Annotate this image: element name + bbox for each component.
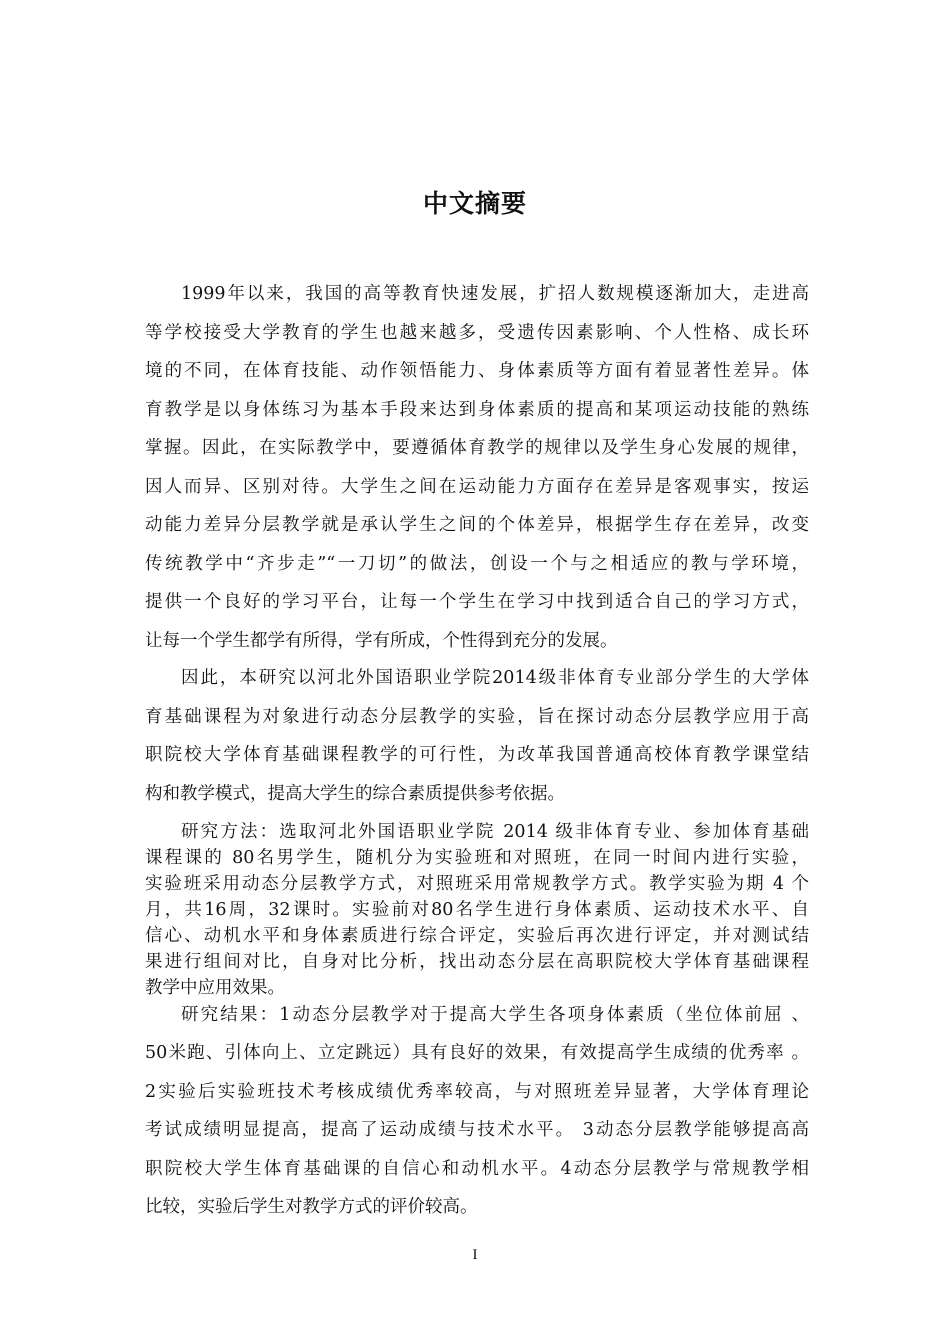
paragraph-2-line-1: 因此，本研究以河北外国语职业学院2014级非体育专业部分学生的大学体	[181, 668, 809, 688]
paragraph-1-line-3: 境的不同，在体育技能、动作领悟能力、身体素质等方面有着显著性差异。体	[145, 361, 809, 381]
paragraph-3-line-6: 果进行组间对比，自身对比分析，找出动态分层在高职院校大学体育基础课程	[145, 952, 809, 972]
page-title: 中文摘要	[422, 189, 527, 218]
paragraph-1-line-4: 育教学是以身体练习为基本手段来达到身体素质的提高和某项运动技能的熟练	[145, 400, 809, 420]
paragraph-1-line-10: 让每一个学生都学有所得，学有所成，个性得到充分的发展。	[145, 631, 618, 651]
paragraph-3-line-4: 月，共16周，32课时。实验前对80名学生进行身体素质、运动技术水平、自	[145, 900, 809, 920]
paragraph-1-line-5: 掌握。因此，在实际教学中，要遵循体育教学的规律以及学生身心发展的规律，	[145, 438, 809, 458]
paragraph-1-line-9: 提供一个良好的学习平台，让每一个学生在学习中找到适合自己的学习方式，	[145, 592, 809, 612]
paragraph-2-line-2: 育基础课程为对象进行动态分层教学的实验，旨在探讨动态分层教学应用于高	[145, 707, 809, 727]
paragraph-3-line-1: 研究方法：选取河北外国语职业学院 2014 级非体育专业、参加体育基础	[181, 822, 809, 842]
paragraph-4-line-1: 研究结果：1动态分层教学对于提高大学生各项身体素质（坐位体前屈 、	[181, 1005, 809, 1025]
paragraph-1-line-7: 动能力差异分层教学就是承认学生之间的个体差异，根据学生存在差异，改变	[145, 515, 809, 535]
paragraph-1-line-8: 传统教学中“齐步走”“一刀切”的做法，创设一个与之相适应的教与学环境，	[145, 554, 809, 574]
paragraph-2-line-4: 构和教学模式，提高大学生的综合素质提供参考依据。	[145, 784, 565, 804]
paragraph-4-line-5: 职院校大学生体育基础课的自信心和动机水平。4动态分层教学与常规教学相	[145, 1159, 809, 1179]
paragraph-3-line-7: 教学中应用效果。	[145, 978, 285, 998]
paragraph-4-line-2: 50米跑、引体向上、立定跳远）具有良好的效果，有效提高学生成绩的优秀率 。	[145, 1043, 809, 1063]
paragraph-1-line-6: 因人而异、区别对待。大学生之间在运动能力方面存在差异是客观事实，按运	[145, 477, 809, 497]
paragraph-4-line-4: 考试成绩明显提高，提高了运动成绩与技术水平。 3动态分层教学能够提高高	[145, 1120, 809, 1140]
paragraph-4-line-6: 比较，实验后学生对教学方式的评价较高。	[145, 1197, 478, 1217]
paragraph-1-line-2: 等学校接受大学教育的学生也越来越多，受遗传因素影响、个人性格、成长环	[145, 323, 809, 343]
paragraph-1-line-1: 1999年以来，我国的高等教育快速发展，扩招人数规模逐渐加大，走进高	[181, 284, 809, 304]
paragraph-4-line-3: 2实验后实验班技术考核成绩优秀率较高，与对照班差异显著，大学体育理论	[145, 1082, 809, 1102]
paragraph-2-line-3: 职院校大学体育基础课程教学的可行性，为改革我国普通高校体育教学课堂结	[145, 745, 809, 765]
paragraph-3-line-2: 课程课的 80名男学生，随机分为实验班和对照班，在同一时间内进行实验，	[145, 848, 809, 868]
paragraph-3-line-5: 信心、动机水平和身体素质进行综合评定，实验后再次进行评定，并对测试结	[145, 926, 809, 946]
page-number: I	[472, 1247, 478, 1263]
paragraph-3-line-3: 实验班采用动态分层教学方式，对照班采用常规教学方式。教学实验为期 4 个	[145, 874, 809, 894]
